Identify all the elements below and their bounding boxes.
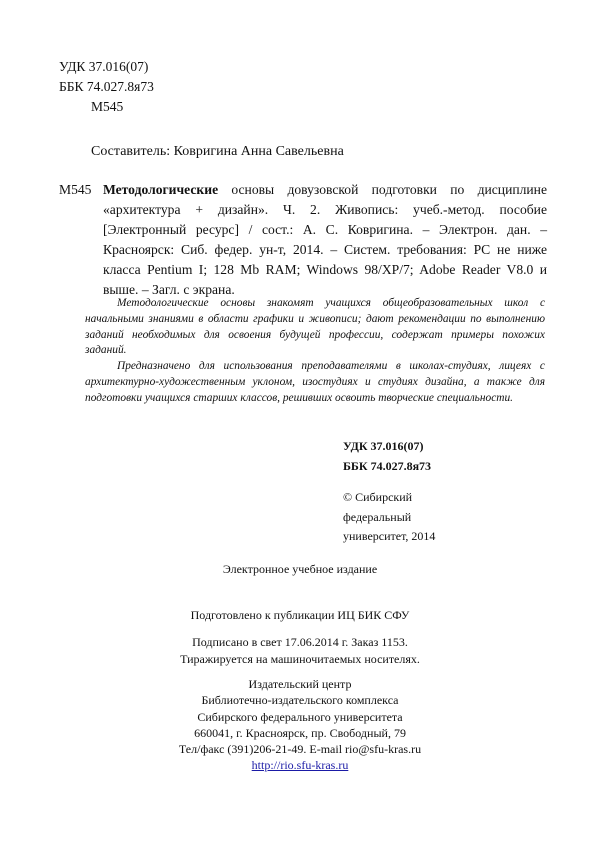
prepared-by: Подготовлено к публикации ИЦ БИК СФУ (190, 608, 410, 622)
annotation (85, 296, 545, 407)
publisher-line: 660041, г. Красноярск, пр. Свободный, 79 (194, 725, 406, 740)
bib-text: основы довузовской подготовки по дисциплине «архитектура + дизайн». Ч. 2. Живопись: учеб.-метод. пособие [Электронный ресурс] / сост.: А. С. Ковригина. – Электрон. дан. – Красноярск: Сиб. федер. ун-т, 2014. – Систем. требования: PC не ниже класса Pentium I; 128 Mb RAM; Windows 98/XP/7; Adobe Reader V8.0 и выше. – Загл. с экрана. (103, 182, 547, 297)
bib-description (103, 180, 547, 300)
signing-line: Тиражируется на машиночитаемых носителях. (180, 652, 420, 666)
signing-line: Подписано в свет 17.06.2014 г. Заказ 1153. (192, 635, 408, 649)
publisher-website-link[interactable]: http://rio.sfu-kras.ru (251, 758, 349, 773)
publisher-line: Тел/факс (391)206-21-49. E-mail rio@sfu-kras.ru (178, 742, 422, 757)
bib-mark: М545 (59, 182, 92, 197)
bib-title: Методологические (103, 182, 219, 197)
author-mark: М545 (91, 99, 124, 114)
signing-info (0, 634, 600, 668)
classification-codes-repeat (343, 436, 431, 476)
publisher-line: Сибирского федерального университета (197, 709, 403, 724)
bibliographic-record (59, 180, 547, 300)
classification-codes (59, 57, 154, 117)
annotation-paragraph: Методологические основы знакомят учащихся общеобразовательных школ с начальными знаниями в области графики и живописи; дают рекомендации по выполнению заданий необходимых для освоения будущей профессии, содержат примеры похожих заданий. (85, 297, 545, 357)
udk-code: УДК 37.016(07) (343, 439, 424, 453)
edition-type: Электронное учебное издание (222, 562, 378, 576)
bbk-code: ББК 74.027.8я73 (343, 459, 432, 473)
annotation-paragraph: Предназначено для использования преподавателями в школах-студиях, лицеях с архитектурно-художественным уклоном, изостудиях и студиях дизайна, а также для подготовки учащихся старших классов, решивших освоить творческие специальности. (85, 360, 545, 404)
compiler-line: Составитель: Ковригина Анна Савельевна (91, 144, 344, 159)
copyright-line: федеральный (343, 509, 412, 524)
copyright-line: университет, 2014 (343, 529, 436, 543)
copyright-line: © Сибирский (343, 490, 413, 504)
udk-code: УДК 37.016(07) (59, 59, 149, 74)
publisher-line: Библиотечно-издательского комплекса (201, 693, 399, 708)
bbk-code: ББК 74.027.8я73 (59, 79, 154, 94)
publisher-line: Издательский центр (248, 677, 352, 691)
publisher-info (0, 676, 600, 774)
copyright-notice (343, 488, 435, 547)
